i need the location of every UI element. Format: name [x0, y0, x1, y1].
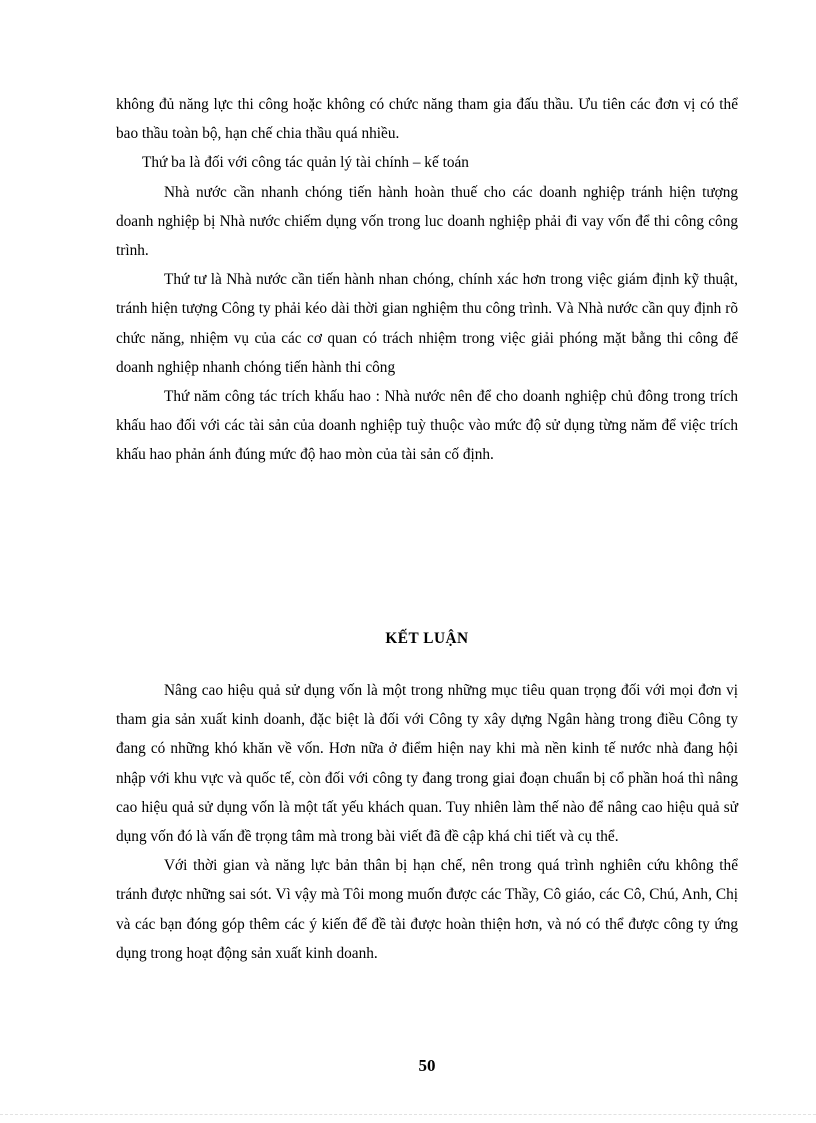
- paragraph-section-three-heading: Thứ ba là đối với công tác quản lý tài chính – kế toán: [142, 154, 469, 172]
- paragraph-tax-refund: Nhà nước cần nhanh chóng tiến hành hoàn thuế cho các doanh nghiệp tránh hiện tượng doanh nghiệp bị Nhà nước chiếm dụng vốn trong luc doanh nghiệp phải đi vay vốn để thi công công trình.: [116, 183, 738, 260]
- conclusion-heading: KẾT LUẬN: [385, 630, 469, 647]
- body-text-top: [116, 90, 738, 470]
- paragraph-conclusion-closing: Với thời gian và năng lực bản thân bị hạn chế, nên trong quá trình nghiên cứu không thể tránh được những sai sót. Vì vậy mà Tôi mong muốn được các Thầy, Cô giáo, các Cô, Chú, Anh, Chị và các bạn đóng góp thêm các ý kiến để đề tài được hoàn thiện hơn, và nó có thể được công ty ứng dụng trong hoạt động sản xuất kinh doanh.: [116, 857, 738, 962]
- body-text-conclusion: [116, 676, 738, 968]
- paragraph-section-four: Thứ tư là Nhà nước cần tiến hành nhan chóng, chính xác hơn trong việc giám định kỹ thuật, tránh hiện tượng Công ty phải kéo dài thời gian nghiệm thu công trình. Và Nhà nước cần quy định rõ chức năng, nhiệm vụ của các cơ quan có trách nhiệm trong việc giải phóng mặt bằng thi công để doanh nghiệp nhanh chóng tiến hành thi công: [116, 271, 738, 376]
- paragraph-section-five: Thứ năm công tác trích khấu hao : Nhà nước nên để cho doanh nghiệp chủ đông trong trích khấu hao đối với các tài sản của doanh nghiệp tuỳ thuộc vào mức độ sử dụng từng năm để việc trích khấu hao phản ánh đúng mức độ hao mòn của tài sản cố định.: [116, 388, 738, 464]
- paragraph-continuation: không đủ năng lực thi công hoặc không có chức năng tham gia đấu thầu. Ưu tiên các đơn vị có thể bao thầu toàn bộ, hạn chế chia thầu quá nhiều.: [116, 96, 738, 143]
- paragraph-conclusion-main: Nâng cao hiệu quả sử dụng vốn là một trong những mục tiêu quan trọng đối với mọi đơn vị tham gia sản xuất kinh doanh, đặc biệt là đối với Công ty xây dựng Ngân hàng trong điều Công ty đang có những khó khăn về vốn. Hơn nữa ở điểm hiện nay khi mà nền kinh tế nước nhà đang hội nhập với khu vực và quốc tế, còn đối với công ty đang trong giai đoạn chuẩn bị cổ phần hoá thì nâng cao hiệu quả sử dụng vốn là một tất yếu khách quan. Tuy nhiên làm thế nào để nâng cao hiệu quả sử dụng vốn đó là vấn đề trọng tâm mà trong bài viết đã đề cập khá chi tiết và cụ thể.: [116, 682, 738, 846]
- page-number: 50: [418, 1056, 436, 1075]
- footer-divider: [0, 1114, 816, 1115]
